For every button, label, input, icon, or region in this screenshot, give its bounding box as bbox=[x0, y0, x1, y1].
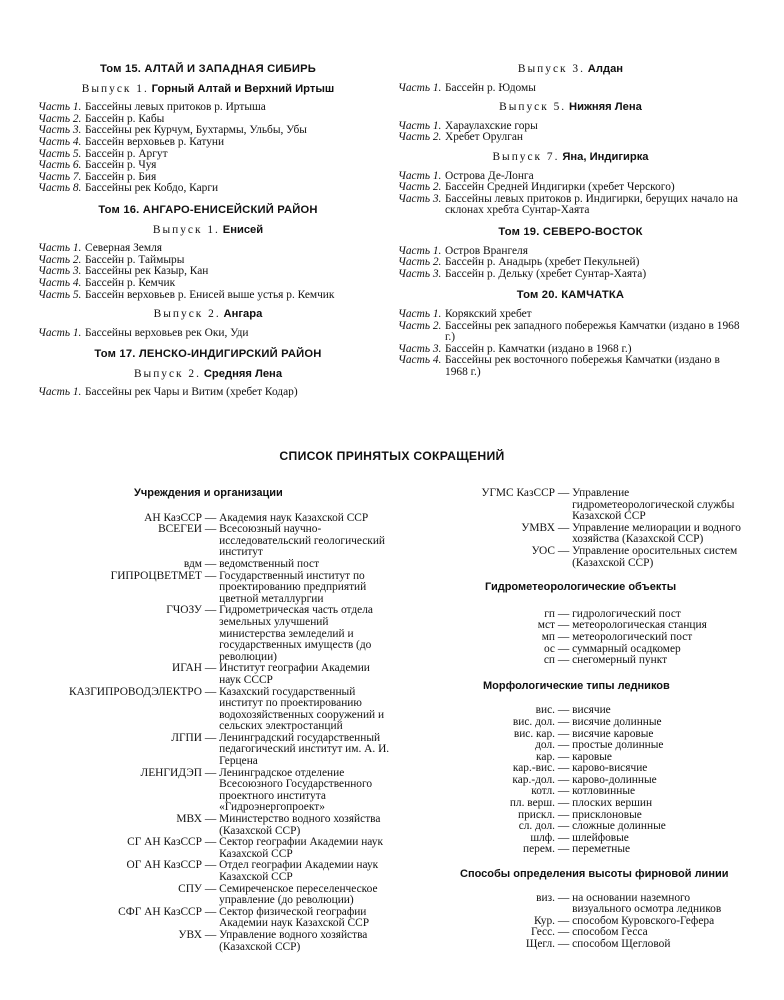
part-text: Корякский хребет bbox=[445, 307, 532, 320]
part-label: Часть 5. bbox=[38, 147, 82, 160]
abbreviation-key: СФГ АН КазССР bbox=[118, 905, 202, 918]
volumes-left-column bbox=[38, 64, 378, 399]
part-label: Часть 3. bbox=[38, 124, 82, 137]
abbreviation-row bbox=[30, 687, 390, 733]
issue-label: Выпуск 7. bbox=[492, 150, 560, 163]
part-label: Часть 7. bbox=[38, 170, 82, 183]
abbreviation-value: метеорологическая станция bbox=[572, 619, 707, 632]
issue-title: Алдан bbox=[587, 63, 624, 75]
part-label: Часть 2. bbox=[398, 181, 442, 194]
abbreviation-dash: — bbox=[555, 487, 573, 499]
abbreviation-value: висячие каровые bbox=[572, 727, 654, 740]
abbreviation-dash: — bbox=[555, 762, 573, 775]
part-item bbox=[398, 194, 743, 217]
abbreviation-key: СПУ bbox=[178, 882, 202, 895]
abbreviation-key: КАЗГИПРОВОДЭЛЕКТРО bbox=[68, 685, 202, 698]
abbreviation-key: УМВХ bbox=[521, 521, 555, 534]
part-text: Бассейны рек западного побережья Камчатки (издано в 1968 г.) bbox=[445, 319, 740, 344]
abbreviation-value: котловинные bbox=[572, 785, 636, 798]
abbreviation-dash: — bbox=[555, 891, 573, 904]
issue-label: Выпуск 1. bbox=[81, 82, 149, 95]
abbreviation-dash: — bbox=[555, 750, 573, 763]
abbreviation-value: Сектор физической географии Академии наук Казахской ССР bbox=[219, 905, 370, 930]
part-label: Часть 1. bbox=[38, 386, 82, 399]
abbreviation-value: висячие долинные bbox=[572, 715, 662, 728]
abbreviation-dash: — bbox=[555, 926, 573, 939]
abbreviation-value: Гидрометрическая часть отдела земельных улучшений министерства земледелий и государственных имуществ (до революции) bbox=[219, 604, 373, 663]
abbreviation-key: прискл. bbox=[517, 808, 555, 821]
issue-heading bbox=[38, 84, 378, 96]
abbreviation-key: мст bbox=[537, 619, 555, 632]
abbreviation-value: Управление оросительных систем (Казахской ССР) bbox=[572, 544, 738, 569]
part-label: Часть 6. bbox=[38, 159, 82, 172]
issue-title: Нижняя Лена bbox=[569, 101, 642, 114]
part-label: Часть 3. bbox=[398, 192, 442, 205]
issue-label: Выпуск 5. bbox=[499, 101, 567, 114]
part-text: Бассейн р. Бия bbox=[85, 170, 157, 183]
abbreviations-title: СПИСОК ПРИНЯТЫХ СОКРАЩЕНИЙ bbox=[279, 449, 505, 463]
abbreviation-value: присклоновые bbox=[572, 808, 642, 821]
abbreviation-key: ОГ АН КазССР bbox=[126, 859, 202, 872]
abbreviation-dash: — bbox=[555, 843, 573, 856]
abbreviation-dash: — bbox=[555, 544, 573, 557]
part-label: Часть 2. bbox=[398, 256, 442, 269]
abbreviation-key: гп bbox=[544, 607, 555, 620]
issue-heading bbox=[38, 309, 378, 321]
morph-heading: Морфологические типы ледников bbox=[483, 679, 670, 692]
issue-label: Выпуск 2. bbox=[153, 308, 221, 321]
abbreviation-row bbox=[400, 939, 745, 951]
part-label: Часть 2. bbox=[398, 319, 442, 332]
part-text: Бассейн р. Анадырь (хребет Пекульней) bbox=[445, 256, 640, 269]
abbreviation-dash: — bbox=[202, 905, 220, 918]
issue-title: Средняя Лена bbox=[203, 367, 283, 380]
abbreviation-dash: — bbox=[202, 662, 220, 675]
part-text: Бассейн р. Чуя bbox=[85, 159, 157, 172]
abbreviation-dash: — bbox=[202, 766, 220, 779]
firn-list bbox=[400, 893, 745, 951]
abbreviation-value: Государственный институт по проектированию предприятий цветной металлургии bbox=[219, 569, 367, 605]
abbreviation-key: виз. bbox=[536, 891, 555, 904]
part-item bbox=[38, 183, 378, 195]
abbreviation-dash: — bbox=[555, 808, 573, 821]
abbreviation-row bbox=[400, 844, 745, 856]
part-label: Часть 5. bbox=[38, 288, 82, 301]
abbreviation-value: плоских вершин bbox=[572, 797, 653, 810]
abbreviation-key: УГМС КазССР bbox=[481, 487, 555, 499]
abbreviation-value: Управление гидрометеорологической службы Казахской ССР bbox=[572, 487, 735, 523]
abbreviation-value: Отдел географии Академии наук Казахской ССР bbox=[219, 859, 379, 883]
abbreviation-row bbox=[400, 798, 745, 810]
abbreviations-left-column bbox=[30, 488, 390, 953]
part-text: Бассейн р. Дельку (хребет Сунтар-Хаята) bbox=[445, 267, 647, 280]
abbreviation-value: снегомерный пункт bbox=[572, 654, 668, 667]
part-label: Часть 1. bbox=[398, 81, 442, 94]
abbreviation-dash: — bbox=[555, 607, 573, 620]
abbreviation-key: УВХ bbox=[178, 928, 202, 941]
part-text: Бассейн р. Таймыры bbox=[85, 253, 185, 266]
abbreviation-value: каровые bbox=[572, 750, 612, 763]
abbreviation-dash: — bbox=[202, 813, 220, 826]
issue-label: Выпуск 3. bbox=[517, 63, 585, 75]
part-label: Часть 3. bbox=[398, 342, 442, 355]
part-label: Часть 2. bbox=[38, 253, 82, 266]
abbreviation-dash: — bbox=[555, 820, 573, 833]
abbreviation-key: МВХ bbox=[176, 813, 202, 826]
part-text: Бассейн верховьев р. Катуни bbox=[85, 135, 225, 148]
part-text: Бассейны рек Чары и Витим (хребет Кодар) bbox=[85, 386, 298, 399]
abbreviation-key: вдм bbox=[183, 557, 202, 570]
abbreviation-dash: — bbox=[202, 836, 220, 849]
part-label: Часть 1. bbox=[38, 326, 82, 339]
part-text: Бассейны левых притоков р. Индигирки, берущих начало на склонах хребта Сунтар-Хаята bbox=[445, 192, 738, 217]
part-label: Часть 1. bbox=[38, 242, 82, 255]
abbreviation-key: перем. bbox=[523, 843, 555, 856]
morph-list bbox=[400, 705, 745, 856]
abbreviation-row bbox=[30, 930, 390, 953]
volume-heading: Том 16. АНГАРО-ЕНИСЕЙСКИЙ РАЙОН bbox=[98, 203, 318, 216]
part-label: Часть 8. bbox=[38, 182, 82, 195]
part-text: Бассейн р. Аргут bbox=[85, 147, 168, 160]
abbreviation-key: УОС bbox=[531, 544, 555, 557]
part-text: Бассейн р. Кемчик bbox=[85, 276, 176, 289]
abbreviation-value: Министерство водного хозяйства (Казахской ССР) bbox=[219, 813, 381, 837]
abbreviation-key: СГ АН КазССР bbox=[127, 836, 202, 849]
abbreviation-key: шлф. bbox=[530, 831, 555, 844]
part-text: Бассейны рек восточного побережья Камчатки (издано в 1968 г.) bbox=[445, 354, 720, 378]
part-text: Бассейн р. Юдомы bbox=[445, 81, 536, 94]
abbreviation-value: способом Гесса bbox=[572, 926, 648, 939]
abbreviation-value: Академия наук Казахской ССР bbox=[219, 511, 369, 524]
abbreviation-value: Семиреченское переселенческое управление (до революции) bbox=[219, 882, 378, 907]
part-label: Часть 2. bbox=[38, 112, 82, 125]
issue-label: Выпуск 1. bbox=[152, 223, 220, 236]
abbreviation-key: ГЧОЗУ bbox=[166, 604, 202, 617]
abbreviation-row bbox=[30, 605, 390, 663]
part-text: Бассейн верховьев р. Енисей выше устья р. Кемчик bbox=[85, 288, 335, 301]
abbreviation-key: кар. bbox=[536, 750, 555, 763]
issue-title: Енисей bbox=[222, 223, 264, 236]
abbreviation-value: метеорологический пост bbox=[572, 630, 693, 643]
part-text: Бассейны рек Казыр, Кан bbox=[85, 265, 209, 278]
abbreviation-dash: — bbox=[202, 859, 220, 872]
abbreviation-row bbox=[400, 488, 745, 523]
abbreviation-value: Всесоюзный научно-исследовательский геологический институт bbox=[219, 523, 386, 559]
part-item bbox=[398, 132, 743, 144]
abbreviation-dash: — bbox=[202, 928, 220, 941]
abbreviation-row bbox=[30, 837, 390, 860]
abbreviation-value: Управление водного хозяйства (Казахской ССР) bbox=[219, 928, 368, 953]
institutions-list bbox=[30, 513, 390, 954]
abbreviation-dash: — bbox=[555, 704, 573, 717]
part-item bbox=[38, 328, 378, 340]
abbreviation-row bbox=[400, 655, 745, 667]
issue-heading bbox=[398, 64, 743, 76]
abbreviation-dash: — bbox=[202, 685, 220, 698]
abbreviation-value: карово-висячие bbox=[572, 762, 648, 775]
abbreviation-key: кар.-дол. bbox=[512, 773, 555, 786]
abbreviation-row bbox=[30, 907, 390, 930]
abbreviation-value: переметные bbox=[572, 843, 631, 856]
abbreviation-row bbox=[400, 632, 745, 644]
abbreviation-key: мп bbox=[541, 630, 555, 643]
abbreviation-key: ЛГПИ bbox=[171, 731, 202, 744]
part-item bbox=[398, 321, 743, 344]
abbreviation-value: Управление мелиорации и водного хозяйства (Казахской ССР) bbox=[572, 521, 741, 546]
abbreviation-key: кар.-вис. bbox=[512, 762, 555, 775]
abbreviation-dash: — bbox=[555, 619, 573, 632]
part-label: Часть 4. bbox=[38, 276, 82, 289]
part-label: Часть 1. bbox=[398, 169, 442, 182]
abbreviation-dash: — bbox=[202, 731, 220, 744]
institutions-list-continued bbox=[400, 488, 745, 569]
abbreviation-key: пл. верш. bbox=[509, 797, 555, 810]
abbreviation-value: на основании наземного визуального осмотра ледников bbox=[572, 891, 722, 916]
issue-label: Выпуск 2. bbox=[133, 367, 201, 380]
part-text: Бассейны верховьев рек Оки, Уди bbox=[85, 326, 249, 339]
abbreviation-value: шлейфовые bbox=[572, 831, 629, 844]
abbreviation-key: вис. bbox=[535, 704, 555, 717]
issue-heading bbox=[398, 102, 743, 114]
abbreviation-value: Ленинградский государственный педагогический институт им. А. И. Герцена bbox=[219, 731, 390, 768]
abbreviation-row bbox=[400, 740, 745, 752]
abbreviation-key: ВСЕГЕИ bbox=[158, 523, 202, 536]
abbreviation-row bbox=[400, 523, 745, 546]
part-label: Часть 1. bbox=[398, 119, 442, 132]
abbreviation-value: карово-долинные bbox=[572, 773, 657, 786]
abbreviation-value: Казахский государственный институт по проектированию водохозяйственных сооружений и сельских электростанций bbox=[219, 685, 385, 733]
abbreviation-dash: — bbox=[555, 727, 573, 740]
abbreviation-dash: — bbox=[555, 785, 573, 798]
abbreviation-value: Ленинградское отделение Всесоюзного Государственного проектного института «Гидроэнергопроект» bbox=[219, 766, 373, 814]
part-item bbox=[398, 269, 743, 281]
part-item bbox=[38, 290, 378, 302]
firn-heading: Способы определения высоты фирновой линии bbox=[460, 868, 729, 881]
abbreviation-value: гидрологический пост bbox=[572, 607, 681, 620]
abbreviation-row bbox=[30, 768, 390, 814]
issue-heading bbox=[398, 152, 743, 164]
abbreviation-dash: — bbox=[202, 882, 220, 895]
abbreviations-right-column bbox=[400, 488, 745, 951]
abbreviation-value: Институт географии Академии наук СССР bbox=[219, 662, 370, 686]
abbreviation-row bbox=[30, 559, 390, 571]
volume-heading: Том 20. КАМЧАТКА bbox=[516, 289, 625, 302]
abbreviation-dash: — bbox=[555, 739, 573, 752]
part-label: Часть 3. bbox=[398, 267, 442, 280]
volume-heading: Том 19. СЕВЕРО-ВОСТОК bbox=[498, 225, 643, 238]
abbreviation-dash: — bbox=[555, 654, 573, 667]
part-item bbox=[38, 387, 378, 399]
abbreviation-value: сложные долинные bbox=[572, 820, 666, 833]
abbreviation-row bbox=[30, 524, 390, 559]
abbreviation-dash: — bbox=[202, 523, 220, 536]
abbreviation-key: котл. bbox=[531, 785, 555, 798]
abbreviation-key: ГИПРОЦВЕТМЕТ bbox=[110, 569, 202, 582]
part-text: Бассейн р. Кабы bbox=[85, 112, 165, 125]
abbreviation-row bbox=[400, 893, 745, 916]
abbreviation-key: ИГАН bbox=[171, 662, 202, 675]
part-label: Часть 1. bbox=[38, 101, 82, 114]
abbreviation-key: Щегл. bbox=[525, 938, 555, 950]
abbreviation-row bbox=[400, 546, 745, 569]
part-label: Часть 4. bbox=[398, 354, 442, 367]
abbreviation-value: ведомственный пост bbox=[219, 557, 320, 570]
part-text: Острова Де-Лонга bbox=[445, 169, 534, 182]
abbreviation-row bbox=[30, 733, 390, 768]
part-text: Хребет Орулган bbox=[445, 131, 523, 144]
part-text: Бассейн Средней Индигирки (хребет Черского) bbox=[445, 181, 675, 194]
volumes-right-column bbox=[398, 64, 743, 378]
abbreviation-key: ос bbox=[543, 642, 555, 655]
abbreviation-key: Кур. bbox=[534, 914, 555, 927]
abbreviation-value: висячие bbox=[572, 704, 611, 717]
abbreviation-dash: — bbox=[555, 642, 573, 655]
abbreviation-dash: — bbox=[555, 831, 573, 844]
abbreviation-dash: — bbox=[555, 797, 573, 810]
hydro-heading: Гидрометеорологические объекты bbox=[485, 581, 677, 594]
issue-title: Горный Алтай и Верхний Иртыш bbox=[151, 82, 335, 95]
abbreviation-value: суммарный осадкомер bbox=[572, 642, 681, 655]
abbreviation-dash: — bbox=[555, 715, 573, 728]
abbreviation-row bbox=[30, 571, 390, 606]
part-item bbox=[398, 83, 743, 95]
abbreviation-value: Сектор географии Академии наук Казахской ССР bbox=[219, 836, 383, 860]
abbreviation-dash: — bbox=[555, 914, 573, 927]
abbreviation-key: вис. дол. bbox=[512, 715, 555, 728]
part-text: Бассейны рек Кобдо, Карги bbox=[85, 182, 219, 195]
issue-title: Яна, Индигирка bbox=[562, 150, 649, 163]
abbreviation-value: простые долинные bbox=[572, 739, 664, 752]
volume-heading: Том 17. ЛЕНСКО-ИНДИГИРСКИЙ РАЙОН bbox=[94, 348, 322, 361]
abbreviation-row bbox=[400, 717, 745, 729]
abbreviation-key: дол. bbox=[535, 739, 555, 752]
abbreviation-dash: — bbox=[555, 773, 573, 786]
abbreviation-key: сп bbox=[543, 654, 555, 667]
abbreviation-dash: — bbox=[202, 604, 220, 617]
abbreviation-key: вис. кар. bbox=[513, 727, 555, 740]
abbreviation-dash: — bbox=[202, 557, 220, 570]
issue-heading bbox=[38, 369, 378, 381]
issue-title: Ангара bbox=[223, 308, 263, 321]
part-text: Остров Врангеля bbox=[445, 244, 528, 257]
part-text: Бассейны рек Курчум, Бухтармы, Ульбы, Убы bbox=[85, 124, 307, 137]
part-label: Часть 3. bbox=[38, 265, 82, 278]
abbreviation-value: способом Куровского-Гефера bbox=[572, 914, 715, 927]
abbreviation-key: Гесс. bbox=[530, 926, 555, 939]
institutions-heading: Учреждения и организации bbox=[134, 487, 283, 499]
part-label: Часть 2. bbox=[398, 131, 442, 144]
abbreviation-dash: — bbox=[202, 511, 220, 524]
abbreviation-dash: — bbox=[555, 630, 573, 643]
part-item bbox=[398, 355, 743, 378]
abbreviation-row bbox=[30, 663, 390, 686]
abbreviation-dash: — bbox=[555, 521, 573, 534]
part-label: Часть 1. bbox=[398, 244, 442, 257]
part-text: Северная Земля bbox=[85, 242, 162, 255]
part-text: Бассейны левых притоков р. Иртыша bbox=[85, 101, 266, 114]
hydro-list bbox=[400, 609, 745, 667]
part-text: Бассейн р. Камчатки (издано в 1968 г.) bbox=[445, 342, 632, 355]
volume-heading: Том 15. АЛТАЙ И ЗАПАДНАЯ СИБИРЬ bbox=[99, 63, 317, 75]
abbreviation-dash: — bbox=[202, 569, 220, 582]
part-label: Часть 1. bbox=[398, 307, 442, 320]
part-text: Хараулахские горы bbox=[445, 119, 538, 132]
abbreviation-dash: — bbox=[555, 938, 573, 950]
abbreviation-key: сл. дол. bbox=[518, 820, 555, 833]
abbreviation-key: ЛЕНГИДЭП bbox=[140, 766, 202, 779]
abbreviation-row bbox=[30, 884, 390, 907]
abbreviation-row bbox=[30, 860, 390, 883]
part-label: Часть 4. bbox=[38, 135, 82, 148]
abbreviation-row bbox=[30, 814, 390, 837]
abbreviation-key: АН КазССР bbox=[144, 511, 202, 524]
abbreviation-value: способом Щегловой bbox=[572, 938, 671, 950]
issue-heading bbox=[38, 225, 378, 237]
